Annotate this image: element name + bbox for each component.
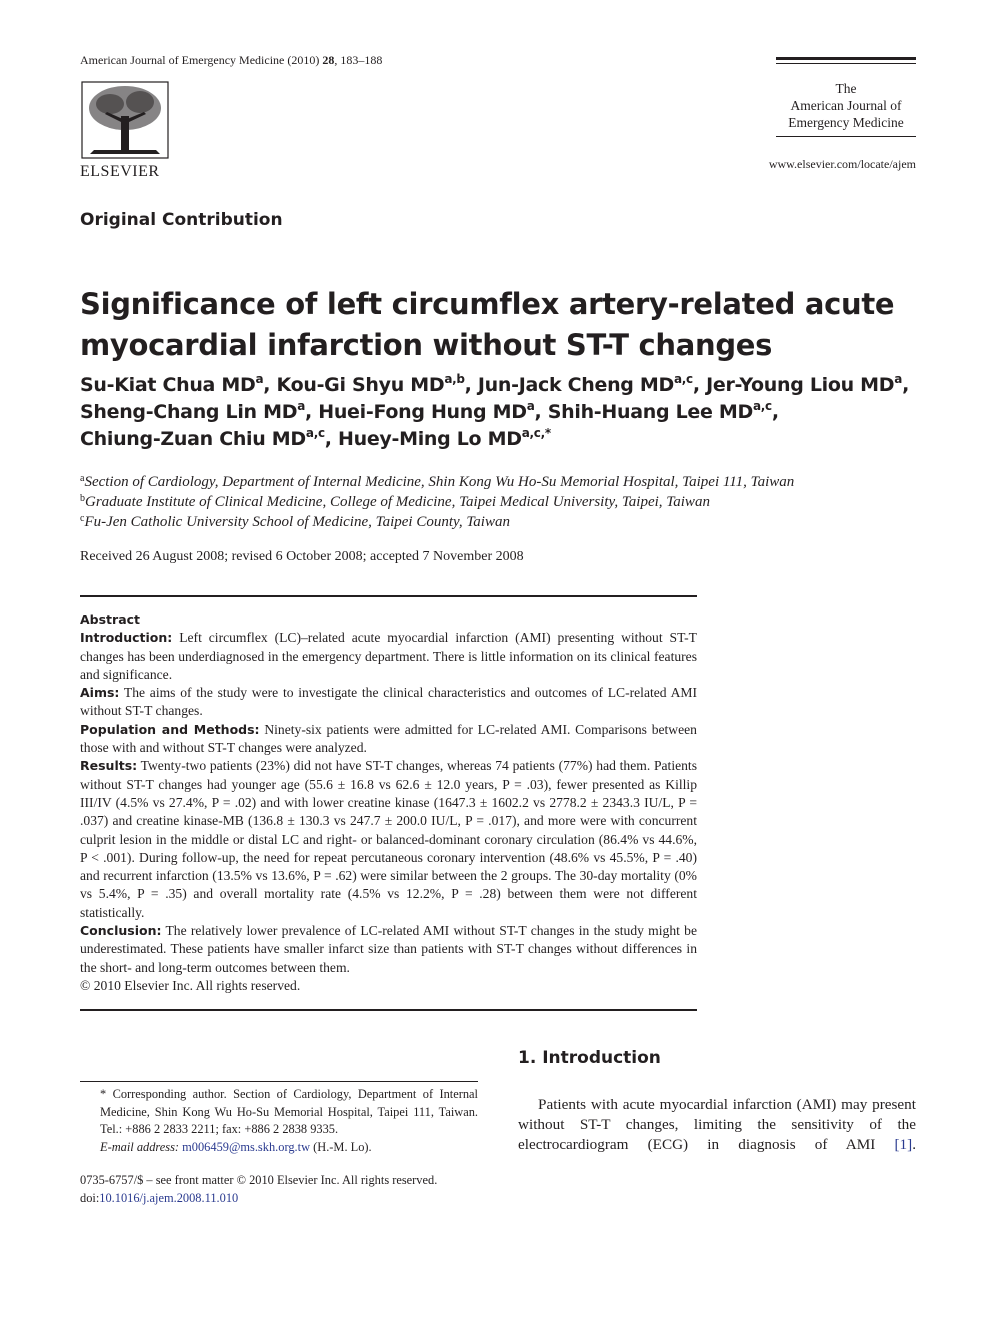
doi-link[interactable]: 10.1016/j.ajem.2008.11.010 [99, 1190, 239, 1205]
author-line [80, 426, 920, 453]
author: Chiung-Zuan Chiu MD$^{a,c}$, [80, 426, 338, 450]
abstract-results: Results: Twenty-two patients (23%) did not have ST-T changes, whereas 74 patients (77%) had them. Patients without ST-T changes had younger age (55.6 ± 16.8 vs 62.6 ± 12.0 years, P = .03), fewer presented as Killip III/IV (4.5% vs 27.4%, P = .02) and with lower creatine kinase (1647.3 ± 1602.2 vs 2778.2 ± 2343.3 IU/L, P = .037) and creatine kinase-MB (136.8 ± 130.3 vs 247.7 ± 200.0 IU/L, P = .017), and more were with concurrent culprit lesion in the middle or distal LC and right- or balanced-dominant coronary circulation (86.4% vs 44.6%, P < .001). During follow-up, the need for repeat percutaneous coronary intervention (48.6% vs 45.5%, P = .40) and recurrent infarction (13.5% vs 13.6%, P = .62) were similar between the 2 groups. The 30-day mortality (0% vs 5.4%, P = .35) and overall mortality rate (4.5% vs 12.2%, P = .28) between them were not different statistically. [80, 758, 697, 920]
email-line: E-mail address: m006459@ms.skh.org.tw (H.-M. Lo). [100, 1139, 372, 1154]
corresponding-footnote [80, 1086, 478, 1156]
elsevier-tree-logo [80, 80, 170, 160]
journal-citation [80, 53, 382, 68]
author-list [80, 372, 920, 453]
email-link[interactable]: m006459@ms.skh.org.tw [182, 1139, 311, 1154]
footnote-rule [80, 1081, 478, 1082]
abstract-copyright: © 2010 Elsevier Inc. All rights reserved. [80, 977, 301, 993]
journal-name-line: American Journal of [790, 98, 902, 113]
title-line: Significance of left circumflex artery-related acute [80, 287, 895, 321]
abstract [80, 611, 697, 995]
corresponding-author-note: * Corresponding author. Section of Cardiology, Department of Internal Medicine, Shin Kong Wu Ho-Su Memorial Hospital, Taipei 111, Taiwan. Tel.: +886 2 2833 2211; fax: +886 2 2838 9335. [100, 1087, 478, 1136]
author: Jun-Jack Cheng MD$^{a,c}$, [477, 372, 707, 396]
section-heading: 1. Introduction [518, 1048, 661, 1068]
abstract-conclusion: Conclusion: The relatively lower prevalence of LC-related AMI without ST-T changes in the study might be underestimated. These patients have smaller infarct size than patients with ST-T changes without differences in the short- and long-term outcomes between them. [80, 923, 697, 975]
journal-name-line: Emergency Medicine [788, 115, 904, 130]
author: Su-Kiat Chua $MD^a$, [80, 372, 277, 396]
author: Jer-Young Liou $MD^a$, [706, 372, 909, 396]
journal-name-line: The [835, 81, 857, 96]
abstract-methods: Population and Methods: Ninety-six patients were admitted for LC-related AMI. Comparisons between those with and without ST-T changes were analyzed. [80, 721, 697, 756]
article-title [80, 284, 920, 366]
abstract-rule-bottom [80, 1009, 697, 1011]
citation-pages: , 183–188 [334, 53, 383, 67]
affiliations [80, 472, 920, 532]
author: Huei-Fong Hung $MD^a$, [318, 399, 548, 423]
author: Sheng-Chang Lin $MD^a$, [80, 399, 319, 423]
journal-name [776, 80, 916, 131]
citation-text: American Journal of Emergency Medicine (2010) [80, 53, 323, 67]
author: Shih-Huang Lee MD$^{a,c}$, [547, 399, 779, 423]
doi-line: doi:10.1016/j.ajem.2008.11.010 [80, 1190, 239, 1205]
author-line [80, 399, 920, 426]
journal-rule-top [776, 57, 916, 60]
author: Kou-Gi Shyu MD$^{a,b}$, [276, 372, 478, 396]
received-dates: Received 26 August 2008; revised 6 October 2008; accepted 7 November 2008 [80, 549, 524, 564]
abstract-heading: Abstract [80, 612, 141, 627]
issn-line: 0735-6757/$ – see front matter © 2010 Elsevier Inc. All rights reserved. [80, 1173, 438, 1187]
title-line: myocardial infarction without ST-T changes [80, 328, 773, 362]
journal-url[interactable]: www.elsevier.com/locate/ajem [768, 157, 916, 171]
affiliation: $^a$Section of Cardiology, Department of Internal Medicine, Shin Kong Wu Ho-Su Memorial Hospital, Taipei 111, Taiwan [80, 473, 795, 490]
citation-volume: 28 [322, 53, 335, 67]
abstract-introduction: Introduction: Left circumflex (LC)–related acute myocardial infarction (AMI) presenting without ST-T changes has been underdiagnosed in the emergency department. There is little information on its clinical features and significance. [80, 630, 697, 682]
author-line [80, 372, 920, 399]
abstract-aims: Aims: The aims of the study were to investigate the clinical characteristics and outcomes of LC-related AMI without ST-T changes. [80, 685, 697, 719]
journal-rule-second [776, 63, 916, 64]
publisher-wordmark: ELSEVIER [80, 163, 160, 180]
article-type: Original Contribution [80, 210, 283, 230]
affiliation: $^b$Graduate Institute of Clinical Medicine, College of Medicine, Taipei Medical University, Taipei, Taiwan [80, 493, 710, 510]
author: Huey-Ming Lo $MD^{a,c,*}$ [338, 426, 551, 450]
citation-ref[interactable]: [1] [894, 1136, 913, 1153]
journal-rule-bottom [776, 136, 916, 137]
abstract-rule-top [80, 595, 697, 597]
front-matter [80, 1172, 500, 1207]
affiliation: $^c$Fu-Jen Catholic University School of Medicine, Taipei County, Taiwan [80, 513, 510, 530]
introduction-paragraph: Patients with acute myocardial infarction (AMI) may present without ST-T changes, limiting the sensitivity of the electrocardiogram (ECG) in diagnosis of AMI [1]. [518, 1096, 916, 1153]
